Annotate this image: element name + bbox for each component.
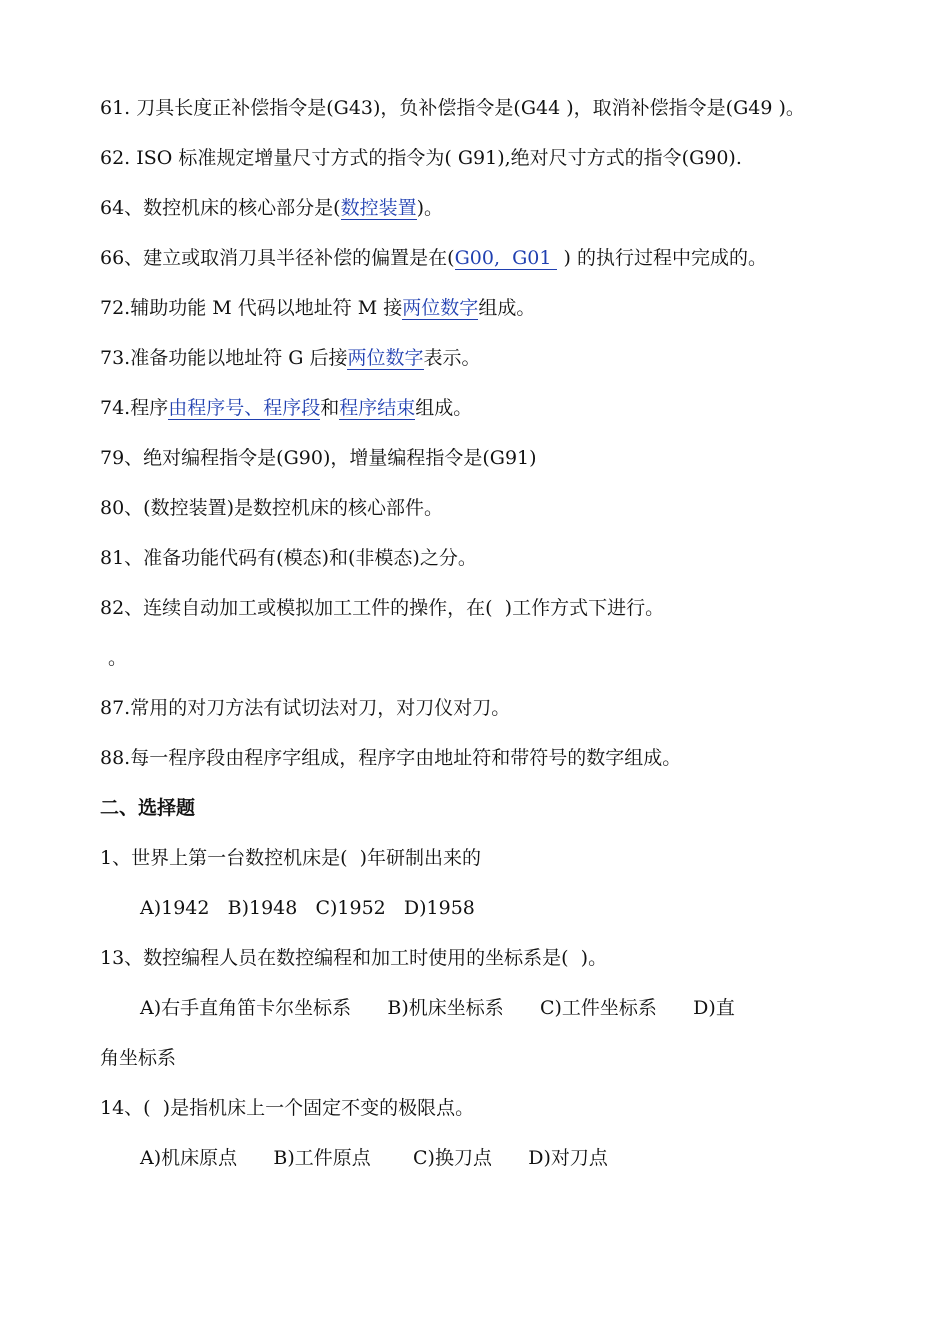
item-72-tail: 组成。 <box>478 297 536 319</box>
item-82: 82、连续自动加工或模拟加工工件的操作，在( )工作方式下进行。 <box>100 597 665 619</box>
item-88: 88.每一程序段由程序字组成，程序字由地址符和带符号的数字组成。 <box>100 747 682 769</box>
choice-14-options: A)机床原点 B)工件原点 C)换刀点 D)对刀点 <box>140 1147 608 1169</box>
stray-period: 。 <box>108 647 128 669</box>
item-74-answer-2: 程序结束 <box>339 397 416 419</box>
item-73 <box>100 345 910 371</box>
item-73-text: 73.准备功能以地址符 G 后接 <box>100 347 348 369</box>
item-74-text: 74.程序 <box>100 397 169 419</box>
item-72 <box>100 295 910 321</box>
item-66-text: 66、建立或取消刀具半径补偿的偏置是在( <box>100 247 455 269</box>
section-heading: 二、选择题 <box>100 797 196 819</box>
item-72-answer: 两位数字 <box>402 297 479 319</box>
item-80: 80、(数控装置)是数控机床的核心部件。 <box>100 497 444 519</box>
item-64-text: 64、数控机床的核心部分是( <box>100 197 341 219</box>
item-87: 87.常用的对刀方法有试切法对刀，对刀仪对刀。 <box>100 697 511 719</box>
choice-1-options: A)1942 B)1948 C)1952 D)1958 <box>140 897 475 919</box>
item-66-tail: ) 的执行过程中完成的。 <box>557 247 767 269</box>
item-81: 81、准备功能代码有(模态)和(非模态)之分。 <box>100 547 477 569</box>
item-74-answer-1: 由程序号、程序段 <box>168 397 321 419</box>
choice-1: 1、世界上第一台数控机床是( )年研制出来的 <box>100 847 481 869</box>
item-79: 79、绝对编程指令是(G90)，增量编程指令是(G91) <box>100 447 537 469</box>
item-61: 61. 刀具长度正补偿指令是(G43)，负补偿指令是(G44 )，取消补偿指令是(G49 )。 <box>100 97 805 119</box>
item-74-tail: 组成。 <box>415 397 473 419</box>
item-62: 62. ISO 标准规定增量尺寸方式的指令为( G91),绝对尺寸方式的指令(G90). <box>100 147 742 169</box>
item-73-tail: 表示。 <box>423 347 481 369</box>
item-73-answer: 两位数字 <box>347 347 424 369</box>
item-64-tail: )。 <box>416 197 444 219</box>
item-64-answer: 数控装置 <box>340 197 417 219</box>
item-74 <box>100 395 910 421</box>
choice-13-options: A)右手直角笛卡尔坐标系 B)机床坐标系 C)工件坐标系 D)直 <box>140 997 735 1019</box>
choice-13: 13、数控编程人员在数控编程和加工时使用的坐标系是( )。 <box>100 947 608 969</box>
item-66 <box>100 245 910 271</box>
item-72-text: 72.辅助功能 M 代码以地址符 M 接 <box>100 297 403 319</box>
item-64 <box>100 195 910 221</box>
item-74-mid: 和 <box>320 397 340 419</box>
choice-14: 14、( )是指机床上一个固定不变的极限点。 <box>100 1097 475 1119</box>
choice-13-options-wrap: 角坐标系 <box>100 1047 177 1069</box>
item-66-answer: G00, G01 <box>454 247 558 269</box>
